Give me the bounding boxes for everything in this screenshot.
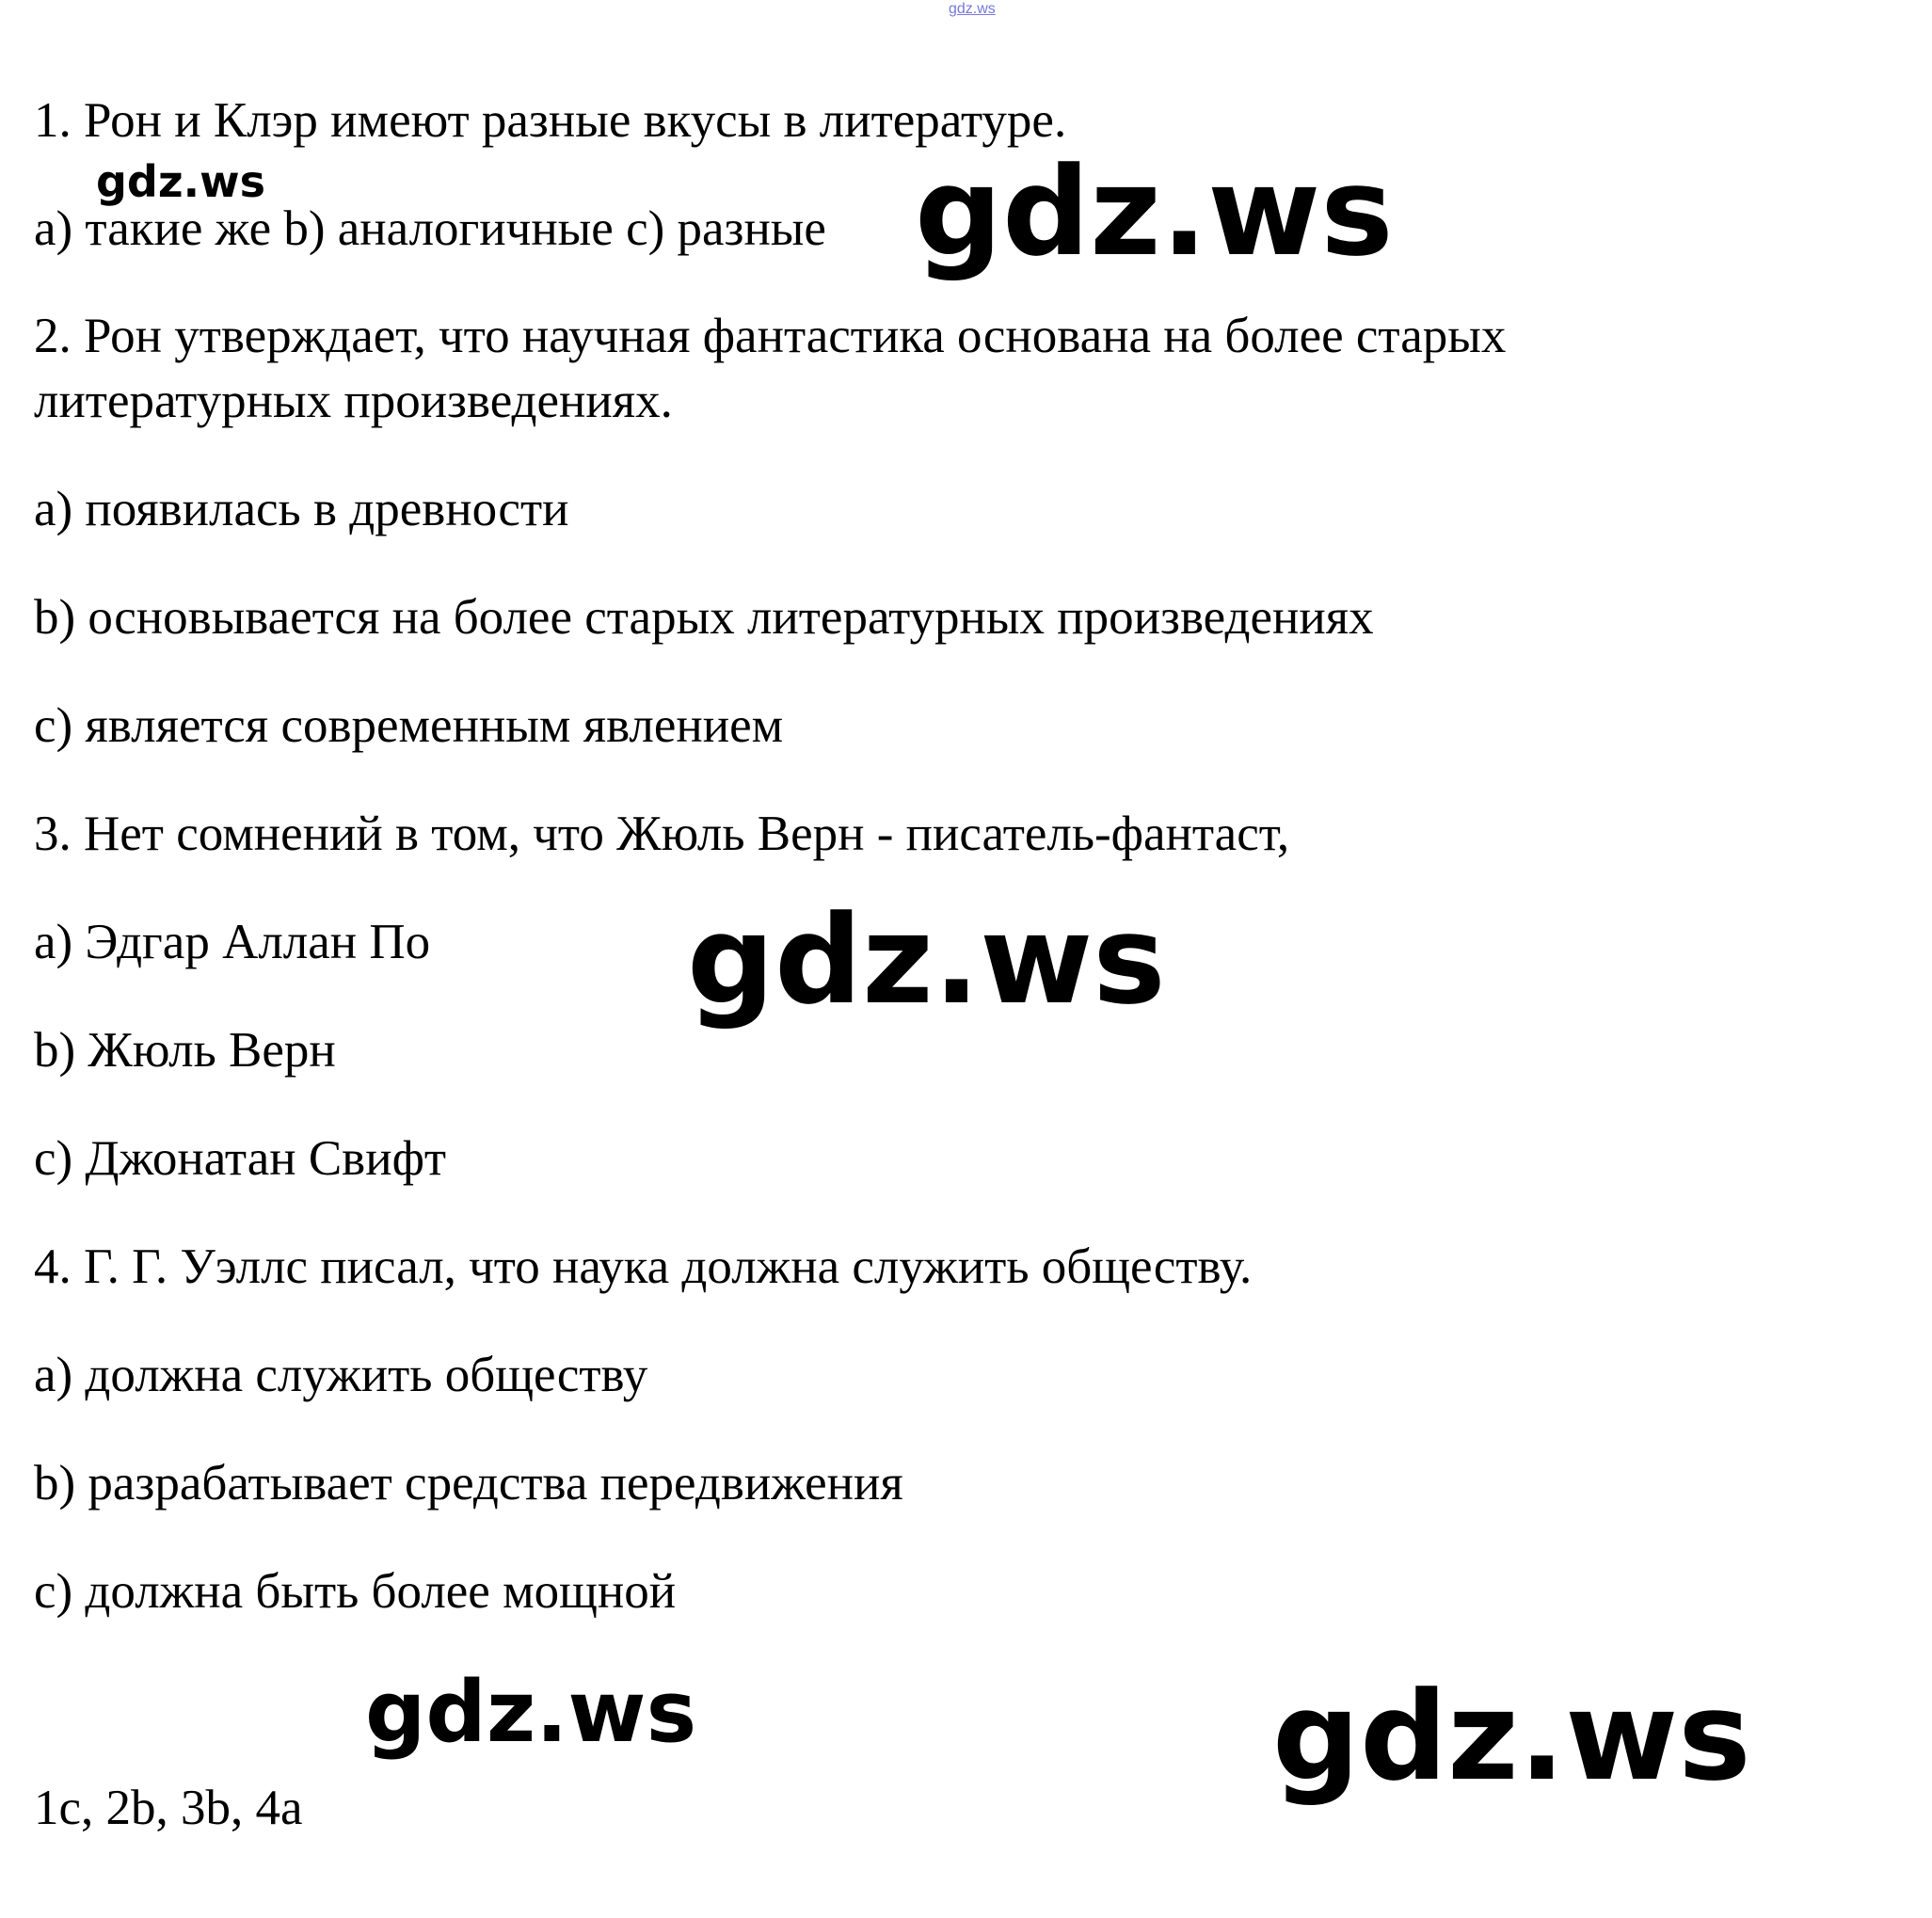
watermark-top-link[interactable]: gdz.ws	[949, 1, 996, 17]
question-2-text-line-2: литературных произведениях.	[34, 374, 673, 428]
watermark-small: gdz.ws	[96, 156, 265, 207]
question-3-option-a: a) Эдгар Аллан По	[34, 915, 431, 969]
question-4-option-c: c) должна быть более мощной	[34, 1564, 677, 1619]
question-3-text: 3. Нет сомнений в том, что Жюль Верн - писатель-фантаст,	[34, 807, 1290, 861]
question-2-option-a: a) появилась в древности	[34, 482, 569, 536]
watermark-large-middle: gdz.ws	[687, 888, 1166, 1031]
question-4-text: 4. Г. Г. Уэллс писал, что наука должна служить обществу.	[34, 1239, 1253, 1294]
question-3-option-b: b) Жюль Верн	[34, 1023, 336, 1078]
watermark-large-bottom: gdz.ws	[1272, 1665, 1751, 1808]
question-4-option-b: b) разрабатывает средства передвижения	[34, 1456, 903, 1510]
question-3-option-c: c) Джонатан Свифт	[34, 1131, 447, 1186]
question-1-options: a) такие же b) аналогичные c) разные	[34, 201, 826, 256]
watermark-large-top: gdz.ws	[915, 140, 1394, 283]
answer-key: 1c, 2b, 3b, 4a	[34, 1781, 303, 1835]
question-2-option-b: b) основывается на более старых литературных произведениях	[34, 590, 1374, 645]
question-2-option-c: c) является современным явлением	[34, 698, 784, 753]
question-4-option-a: a) должна служить обществу	[34, 1348, 648, 1402]
question-1-text: 1. Рон и Клэр имеют разные вкусы в литературе.	[34, 93, 1067, 148]
question-2-text-line-1: 2. Рон утверждает, что научная фантастика основана на более старых	[34, 309, 1507, 363]
watermark-medium-bottom: gdz.ws	[365, 1663, 697, 1762]
